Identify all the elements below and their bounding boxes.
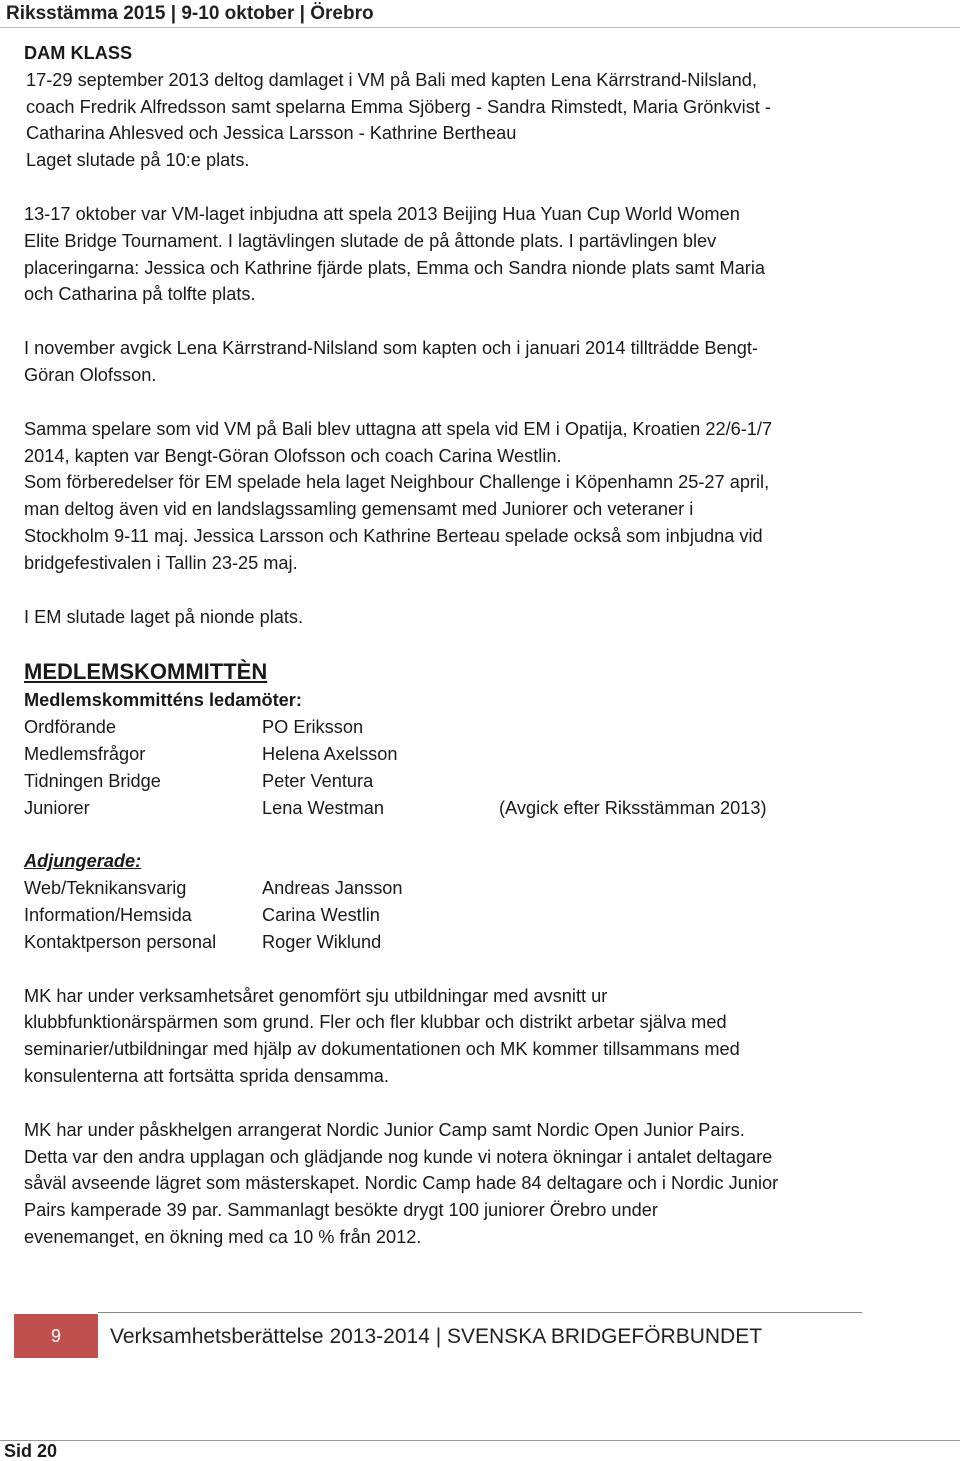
dam-paragraph-3 [24,335,854,389]
text-line: Catharina Ahlesved och Jessica Larsson - Kathrine Bertheau [26,123,517,144]
text-line: Göran Olofsson. [24,364,157,385]
adjunct-name: Carina Westlin [262,904,380,925]
text-line: Samma spelare som vid VM på Bali blev uttagna att spela vid EM i Opatija, Kroatien 22/6-1/7 [24,418,773,439]
text-line: MK har under verksamhetsåret genomfört sju utbildningar med avsnitt ur [24,985,608,1006]
text-line: Pairs kamperade 39 par. Sammanlagt besökte drygt 100 juniorer Örebro under [24,1200,658,1221]
text-line: Som förberedelser för EM spelade hela laget Neighbour Challenge i Köpenhamn 25-27 april, [24,472,770,493]
text-line: Detta var den andra upplagan och glädjande nog kunde vi notera ökningar i antalet deltagare [24,1146,773,1167]
adjunct-row [24,929,854,956]
text-line: 17-29 september 2013 deltog damlaget i VM på Bali med kapten Lena Kärrstrand-Nilsland, [26,69,757,90]
text-line: MK har under påskhelgen arrangerat Nordic Junior Camp samt Nordic Open Junior Pairs. [24,1119,745,1140]
dam-paragraph-5: I EM slutade laget på nionde plats. [24,606,304,627]
member-row [24,795,854,822]
members-list [24,714,854,821]
adjunct-role: Web/Teknikansvarig [24,878,187,899]
members-heading: Medlemskommitténs ledamöter: [24,690,302,711]
section-title-medlemskommitten: MEDLEMSKOMMITTÈN [24,659,268,685]
text-line: coach Fredrik Alfredsson samt spelarna Emma Sjöberg - Sandra Rimstedt, Maria Grönkvist - [26,96,771,117]
member-name: Lena Westman [262,797,384,818]
mk-paragraph-1 [24,983,854,1090]
text-line: Stockholm 9-11 maj. Jessica Larsson och Kathrine Berteau spelade också som inbjudna vid [24,525,763,546]
adjunct-name: Roger Wiklund [262,931,382,952]
text-line: placeringarna: Jessica och Kathrine fjärde plats, Emma och Sandra nionde plats samt Maria [24,257,766,278]
member-row [24,768,854,795]
page-header: Riksstämma 2015 | 9-10 oktober | Örebro [0,0,960,28]
adjunct-heading: Adjungerade: [24,851,142,872]
adjunct-list [24,875,854,955]
dam-paragraph-4 [24,416,854,577]
text-line: klubbfunktionärspärmen som grund. Fler och fler klubbar och distrikt arbetar själva med [24,1012,727,1033]
adjunct-row [24,902,854,929]
mk-paragraph-2 [24,1117,854,1251]
adjunct-name: Andreas Jansson [262,878,403,899]
member-name: Peter Ventura [262,770,374,791]
member-role: Juniorer [24,797,90,818]
footer-divider [98,1312,862,1313]
adjunct-row [24,875,854,902]
text-line: 2014, kapten var Bengt-Göran Olofsson och coach Carina Westlin. [24,445,562,466]
page-number-box [14,1314,98,1358]
text-line: och Catharina på tolfte plats. [24,284,256,305]
member-row [24,714,854,741]
text-line: 13-17 oktober var VM-laget inbjudna att spela 2013 Beijing Hua Yuan Cup World Women [24,203,740,224]
member-note: (Avgick efter Riksstämman 2013) [499,797,767,818]
footer-title: Verksamhetsberättelse 2013-2014 | SVENSKA BRIDGEFÖRBUNDET [110,1325,763,1348]
text-line: Elite Bridge Tournament. I lagtävlingen slutade de på åttonde plats. I partävlingen blev [24,230,717,251]
member-name: Helena Axelsson [262,743,398,764]
member-row [24,741,854,768]
member-role: Tidningen Bridge [24,770,161,791]
text-line: seminarier/utbildningar med hjälp av dokumentationen och MK kommer tillsammans med [24,1039,740,1060]
bottom-divider [0,1440,960,1441]
page-number: 9 [50,1326,61,1346]
page-label: Sid 20 [4,1441,58,1461]
text-line: man deltog även vid en landslagssamling gemensamt med Juniorer och veteraner i [24,499,694,520]
section-title-dam-klass: DAM KLASS [24,43,133,63]
dam-paragraph-1 [24,67,854,174]
text-line: bridgefestivalen i Tallin 23-25 maj. [24,552,298,573]
dam-paragraph-2 [24,201,854,308]
member-name: PO Eriksson [262,717,364,738]
text-line: konsulenterna att fortsätta sprida densamma. [24,1065,389,1086]
text-line: såväl avseende lägret som mästerskapet. Nordic Camp hade 84 deltagare och i Nordic Junior [24,1173,779,1194]
document-body [24,40,854,1251]
member-role: Medlemsfrågor [24,743,146,764]
text-line: I november avgick Lena Kärrstrand-Nilsland som kapten och i januari 2014 tillträdde Bengt- [24,338,758,359]
adjunct-role: Information/Hemsida [24,904,192,925]
text-line: Laget slutade på 10:e plats. [26,150,250,171]
adjunct-role: Kontaktperson personal [24,931,217,952]
member-role: Ordförande [24,717,117,738]
text-line: evenemanget, en ökning med ca 10 % från 2012. [24,1226,422,1247]
